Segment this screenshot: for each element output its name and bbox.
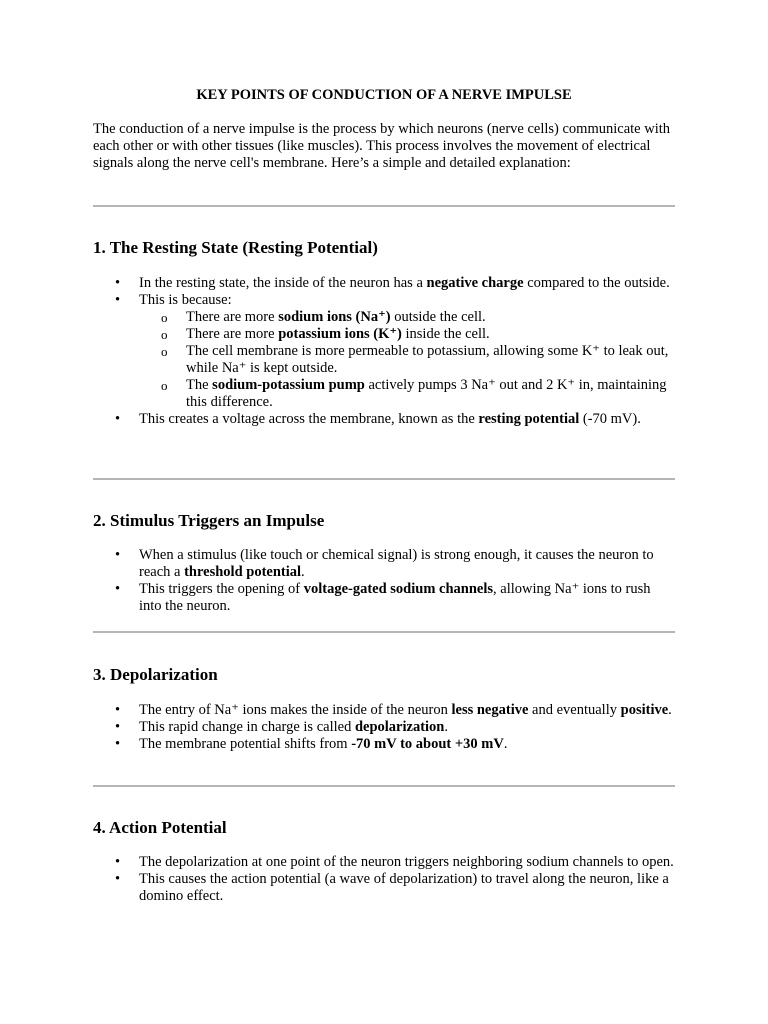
list-item: • This creates a voltage across the membrane, known as the resting potential (-70 mV). bbox=[93, 411, 675, 428]
intro-paragraph: The conduction of a nerve impulse is the process by which neurons (nerve cells) communicate with each other or with other tissues (like muscles). This process involves the movement of electrical signals along the nerve cell's membrane. Here’s a simple and detailed explanation: bbox=[93, 121, 671, 171]
divider bbox=[93, 478, 675, 480]
sub-list-item: o The cell membrane is more permeable to potassium, allowing some K⁺ to leak out, while Na⁺ is kept outside. bbox=[93, 343, 675, 377]
list-item: • The depolarization at one point of the neuron triggers neighboring sodium channels to open. bbox=[93, 854, 675, 871]
sub-list-item: o There are more potassium ions (K⁺) inside the cell. bbox=[93, 326, 675, 343]
list-item: • In the resting state, the inside of the neuron has a negative charge compared to the outside. bbox=[93, 275, 675, 292]
section-1-list bbox=[93, 275, 675, 428]
list-item: • This triggers the opening of voltage-gated sodium channels, allowing Na⁺ ions to rush into the neuron. bbox=[93, 581, 675, 615]
sub-list bbox=[139, 309, 675, 411]
section-2-list bbox=[93, 547, 675, 615]
section-heading-action-potential: 4. Action Potential bbox=[93, 818, 227, 837]
list-item: • When a stimulus (like touch or chemical signal) is strong enough, it causes the neuron to reach a threshold potential. bbox=[93, 547, 675, 581]
list-item: • The membrane potential shifts from -70 mV to about +30 mV. bbox=[93, 736, 675, 753]
section-3-list bbox=[93, 702, 675, 753]
list-item: • This rapid change in charge is called depolarization. bbox=[93, 719, 675, 736]
list-item: • This causes the action potential (a wave of depolarization) to travel along the neuron, like a domino effect. bbox=[93, 871, 675, 905]
divider bbox=[93, 785, 675, 787]
section-heading-stimulus: 2. Stimulus Triggers an Impulse bbox=[93, 511, 325, 530]
section-heading-resting-state: 1. The Resting State (Resting Potential) bbox=[93, 238, 378, 257]
section-heading-depolarization: 3. Depolarization bbox=[93, 665, 218, 684]
document-title: KEY POINTS OF CONDUCTION OF A NERVE IMPULSE bbox=[196, 87, 572, 103]
list-item: • This is because: o There are more sodium ions (Na⁺) outside the cell. o There are more potassium ions (K⁺) inside the cell. o The cell membrane is more permeable to potassium, allowing some K⁺ to leak out, while Na⁺ is kept outside. o The sodium-potassium pump actively pumps 3 Na⁺ out and 2 K⁺ in, maintaining this difference. bbox=[93, 292, 675, 411]
sub-list-item: o There are more sodium ions (Na⁺) outside the cell. bbox=[93, 309, 675, 326]
divider bbox=[93, 205, 675, 207]
section-4-list bbox=[93, 854, 675, 905]
list-item: • The entry of Na⁺ ions makes the inside of the neuron less negative and eventually positive. bbox=[93, 702, 675, 719]
divider bbox=[93, 631, 675, 633]
sub-list-item: o The sodium-potassium pump actively pumps 3 Na⁺ out and 2 K⁺ in, maintaining this difference. bbox=[93, 377, 675, 411]
